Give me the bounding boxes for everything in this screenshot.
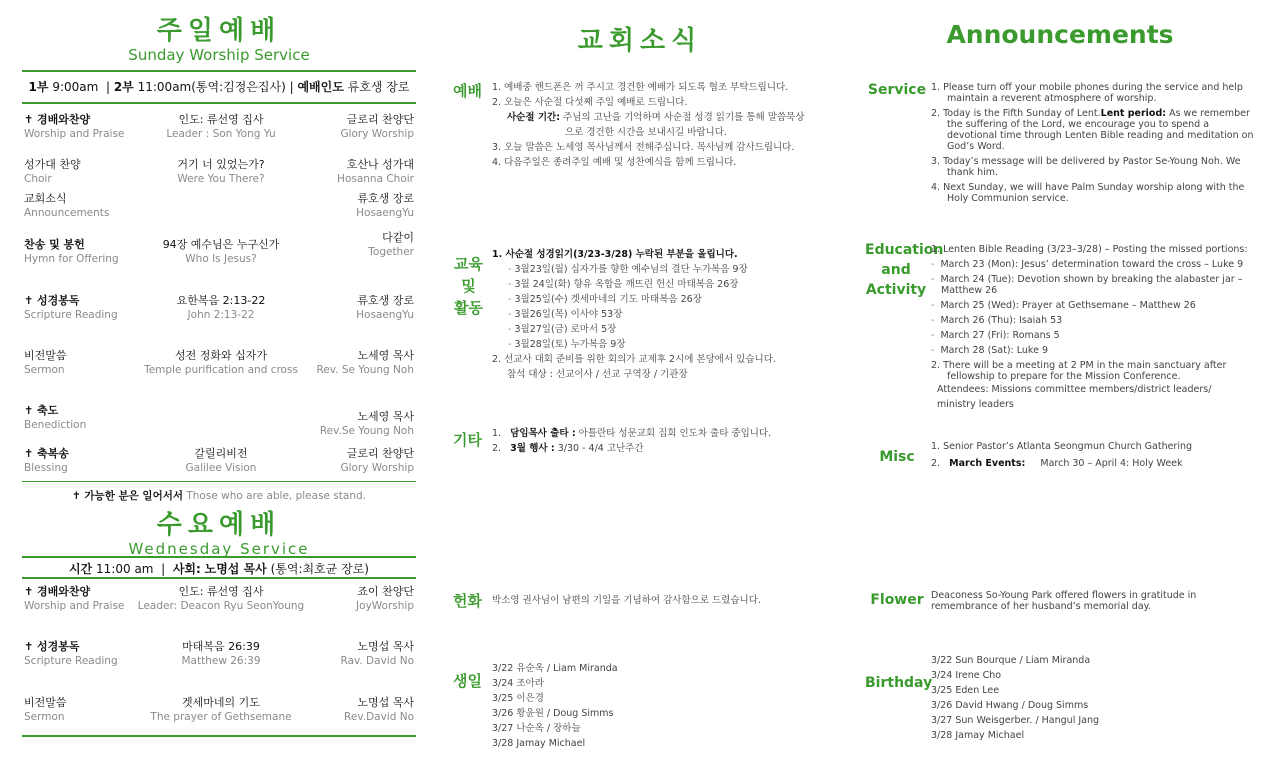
edu-notes: 1. 사순절 성경읽기(3/23-3/28) 누락된 부분을 올립니다. - 3월23일(월) 십자가를 향한 예수님의 결단 누가복음 9장 - 3월 24일(화) 향유 옥합을 깨뜨린 헌신 마태복음 26장 - 3월25일(수) 겟세마네의 기도 마태복음 26장 - 3월26일(목) 이사야 53장 - 3월27일(금) 로마서 5장 - 3월28일(토) 누가복음 9장 2. 선교사 대회 준비를 위한 회의가 교제후 2시에 본당에서 있습니다. 참석 대상 : 선교이사 / 선교 구역장 / 기관장: [492, 249, 776, 380]
list-item: 3/27 나순옥 / 장하늘: [492, 723, 581, 734]
wednesday-time-bar: 시간 11:00 am | 사회: 노명섭 목사 (통역:최호균 장로): [69, 562, 369, 576]
birthday-section-label: 생일: [453, 672, 482, 690]
birthday-section-label-en: Birthday: [865, 675, 933, 691]
list-item: 3/24 조아라: [492, 678, 544, 689]
list-item: 3/26 David Hwang / Doug Simms: [931, 700, 1089, 711]
divider: [22, 102, 416, 104]
flower-note-en: Deaconess So-Young Park offered flowers in gratitude in remembrance of her husband’s memorial day.: [931, 590, 1197, 612]
sunday-time-bar: 1부 9:00am | 2부 11:00am(통역:김정은집사) | 예배인도 류호생 장로: [28, 80, 410, 94]
birthday-list: [492, 661, 618, 751]
misc-section-label: 기타: [453, 431, 482, 449]
sunday-header: [22, 16, 416, 64]
misc-section-label-en: Misc: [879, 449, 915, 465]
misc-notes-en: 1. Senior Pastor’s Atlanta Seongmun Church Gathering 2. March Events: March 30 – April 4: Holy Week: [931, 441, 1193, 469]
wednesday-header: [22, 510, 416, 558]
list-item: 3/25 이은경: [492, 693, 544, 704]
service-section-label: Service: [867, 82, 927, 98]
divider: [22, 577, 416, 579]
edu-section-label-en: Education and Activity: [865, 242, 944, 298]
list-item: 3/24 Irene Cho: [931, 670, 1002, 681]
list-item: 3/22 유순옥 / Liam Miranda: [492, 663, 618, 674]
flower-note: 박소영 권사님이 남편의 기일을 기념하여 감사함으로 드렸습니다.: [492, 595, 761, 606]
worship-section-label: 예배: [453, 82, 482, 100]
list-item: 3/22 Sun Bourque / Liam Miranda: [931, 655, 1091, 666]
list-item: 3/26 황윤원 / Doug Simms: [492, 708, 614, 719]
list-item: 3/27 Sun Weisgerber. / Hangul Jang: [931, 715, 1100, 726]
edu-section-label: 교육 및 활동: [454, 255, 483, 317]
list-item: 3/28 Jamay Michael: [492, 738, 586, 749]
divider: [22, 735, 416, 737]
edu-notes-en: 1. Lenten Bible Reading (3/23–3/28) – Posting the missed portions: - March 23 (Mon): Jesus’ determination toward the cross – Luke 9 - March 24 (Tue): Devotion shown by breaking the alabaster jar – Matthew 26 - March 25 (Wed): Prayer at Gethsemane – Matthew 26 - March 26 (Thu): Isaiah 53 - March 27 (Fri): Romans 5 - March 28 (Sat): Luke 9 2. There will be a meeting at 2 PM in the main sanctuary after fellowship to prepare for the Mission Conference. Attendees: Missions committee members/district leaders/ ministry leaders: [931, 244, 1248, 410]
flower-section-label-en: Flower: [870, 592, 924, 608]
wednesday-title-ko: 수요예배: [156, 510, 282, 540]
worship-notes: 1. 예배중 핸드폰은 꺼 주시고 경건한 예배가 되도록 협조 부탁드립니다. 2. 오늘은 사순절 다섯째 주일 예배로 드립니다. 사순절 기간: 주님의 고난을 기억하며 사순절 성경 읽기를 통해 말씀묵상 으로 경건한 시간을 보내시길 바랍니다. 3. 오늘 말씀은 노세영 목사님께서 전해주십니다. 목사님께 감사드립니다. 4. 다음주일은 종려주일 예배 및 성찬예식을 함께 드립니다.: [492, 82, 805, 168]
sunday-title-ko: 주일예배: [156, 16, 282, 46]
sunday-title-en: Sunday Worship Service: [128, 46, 310, 64]
list-item: 3/25 Eden Lee: [931, 685, 1000, 696]
wednesday-title-en: Wednesday Service: [128, 540, 310, 558]
misc-notes: 1. 담임목사 출타 : 아틀란타 성문교회 집회 인도차 출타 중입니다. 2. 3월 행사 : 3/30 - 4/4 고난주간: [492, 428, 772, 454]
news-title: 교회소식: [577, 26, 703, 56]
birthday-list-en: [931, 653, 1261, 743]
announcements-title: Announcements: [946, 20, 1174, 49]
flower-section-label: 헌화: [453, 592, 482, 610]
service-notes: 1. Please turn off your mobile phones during the service and help maintain a reverent atmosphere of worship. 2. Today is the Fifth Sunday of Lent.Lent period: As we remember the suffering of the Lord, we encourage you to spend a devotional time through Lenten Bible reading and meditation on God’s Word. 3. Today’s message will be delivered by Pastor Se-Young Noh. We thank him. 4. Next Sunday, we will have Palm Sunday worship along with the Holy Communion service.: [931, 82, 1254, 204]
divider: [22, 481, 416, 482]
list-item: 3/28 Jamay Michael: [931, 730, 1025, 741]
stand-note: ✝ 가능한 분은 일어서서 Those who are able, please stand.: [71, 490, 367, 502]
